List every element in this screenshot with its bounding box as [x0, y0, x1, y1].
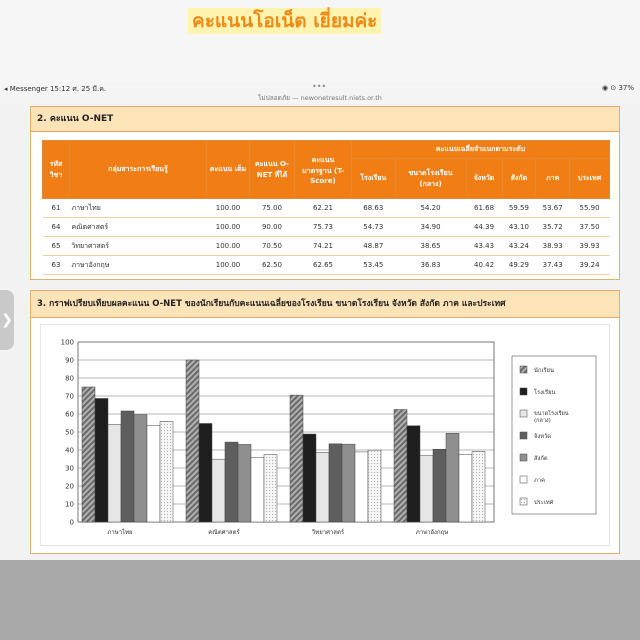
- cell-code: 65: [43, 237, 70, 256]
- cell-subject: คณิตศาสตร์: [70, 218, 207, 237]
- legend-swatch: [520, 476, 527, 483]
- cell-got: 62.50: [250, 256, 295, 275]
- browser-status-bar: [0, 82, 640, 105]
- cell-full: 100.00: [207, 218, 250, 237]
- legend-swatch: [520, 498, 527, 505]
- bar: [420, 456, 433, 522]
- bar: [303, 434, 316, 522]
- bar: [472, 451, 485, 522]
- cell-country: 39.24: [570, 256, 610, 275]
- col-code: รหัส วิชา: [43, 141, 70, 199]
- bar: [134, 415, 147, 522]
- bar: [199, 423, 212, 522]
- y-tick-label: 0: [69, 518, 74, 527]
- bar: [186, 360, 199, 522]
- cell-affil: 49.29: [502, 256, 536, 275]
- cell-province: 43.43: [466, 237, 502, 256]
- col-affil: สังกัด: [502, 159, 536, 199]
- bar: [160, 421, 173, 522]
- x-tick-label: คณิตศาสตร์: [208, 529, 240, 536]
- col-region: ภาค: [536, 159, 570, 199]
- cell-code: 63: [43, 256, 70, 275]
- col-province: จังหวัด: [466, 159, 502, 199]
- bar: [342, 444, 355, 522]
- cell-got: 90.00: [250, 218, 295, 237]
- bar: [316, 452, 329, 522]
- cell-affil: 43.24: [502, 237, 536, 256]
- cell-region: 37.43: [536, 256, 570, 275]
- cell-tscore: 74.21: [295, 237, 352, 256]
- y-tick-label: 100: [60, 338, 74, 347]
- chevron-right-icon[interactable]: ❯: [0, 290, 14, 350]
- cell-size: 36.83: [395, 256, 466, 275]
- y-tick-label: 80: [65, 374, 74, 383]
- col-full: คะแนน เต็ม: [207, 141, 250, 199]
- cell-size: 38.65: [395, 237, 466, 256]
- cell-province: 40.42: [466, 256, 502, 275]
- cell-got: 75.00: [250, 199, 295, 218]
- bar: [225, 442, 238, 522]
- legend-label: ขนาดโรงเรียน: [534, 411, 569, 417]
- cell-subject: ภาษาไทย: [70, 199, 207, 218]
- bar: [290, 395, 303, 522]
- cell-school: 53.45: [352, 256, 396, 275]
- comparison-bar-chart: [40, 324, 610, 546]
- bar: [407, 426, 420, 522]
- bar: [95, 398, 108, 522]
- legend-label: สังกัด: [534, 456, 548, 462]
- cell-tscore: 75.73: [295, 218, 352, 237]
- table-row: [43, 256, 610, 275]
- col-size: ขนาดโรงเรียน (กลาง): [395, 159, 466, 199]
- bottom-area: [0, 560, 640, 640]
- y-tick-label: 30: [65, 464, 74, 473]
- cell-subject: ภาษาอังกฤษ: [70, 256, 207, 275]
- status-left[interactable]: ◂ Messenger 15:12 ศ. 25 มี.ค.: [4, 85, 107, 93]
- cell-code: 64: [43, 218, 70, 237]
- cell-country: 39.93: [570, 237, 610, 256]
- y-tick-label: 50: [65, 428, 74, 437]
- cell-tscore: 62.21: [295, 199, 352, 218]
- cell-size: 54.20: [395, 199, 466, 218]
- cell-country: 55.90: [570, 199, 610, 218]
- col-school: โรงเรียน: [352, 159, 396, 199]
- cell-code: 61: [43, 199, 70, 218]
- bar: [251, 458, 264, 522]
- y-tick-label: 20: [65, 482, 74, 491]
- legend-label: ประเทศ: [534, 500, 554, 506]
- legend-swatch: [520, 410, 527, 417]
- table-row: [43, 218, 610, 237]
- cell-got: 70.50: [250, 237, 295, 256]
- cell-region: 35.72: [536, 218, 570, 237]
- cell-region: 53.67: [536, 199, 570, 218]
- bar: [264, 455, 277, 523]
- bar: [108, 424, 121, 522]
- y-tick-label: 90: [65, 356, 74, 365]
- cell-school: 48.87: [352, 237, 396, 256]
- status-right: ◉ ⊙ 37%: [602, 84, 634, 92]
- legend-swatch: [520, 366, 527, 373]
- chart-legend: [512, 356, 596, 514]
- x-tick-label: ภาษาไทย: [107, 529, 133, 536]
- cell-province: 61.68: [466, 199, 502, 218]
- legend-label: นักเรียน: [534, 368, 554, 374]
- bar: [355, 452, 368, 522]
- col-tscore: คะแนน มาตรฐาน (T-Score): [295, 141, 352, 199]
- cell-country: 37.50: [570, 218, 610, 237]
- bar: [394, 410, 407, 523]
- table-row: [43, 199, 610, 218]
- y-tick-label: 40: [65, 446, 74, 455]
- cell-full: 100.00: [207, 199, 250, 218]
- bar: [82, 387, 95, 522]
- legend-swatch: [520, 454, 527, 461]
- cell-affil: 59.59: [502, 199, 536, 218]
- cell-school: 68.63: [352, 199, 396, 218]
- legend-label: จังหวัด: [534, 434, 552, 440]
- bar: [368, 450, 381, 522]
- legend-label: (กลาง): [534, 418, 551, 424]
- legend-label: ภาค: [534, 478, 545, 484]
- y-tick-label: 70: [65, 392, 74, 401]
- cell-size: 34.90: [395, 218, 466, 237]
- cell-province: 44.39: [466, 218, 502, 237]
- section-score-title: 2. คะแนน O-NET: [31, 107, 619, 132]
- cell-subject: วิทยาศาสตร์: [70, 237, 207, 256]
- col-country: ประเทศ: [570, 159, 610, 199]
- cell-full: 100.00: [207, 256, 250, 275]
- legend-label: โรงเรียน: [534, 390, 556, 396]
- cell-school: 54.73: [352, 218, 396, 237]
- cell-full: 100.00: [207, 237, 250, 256]
- col-avg-group: คะแนนเฉลี่ยจำแนกตามระดับ: [352, 141, 610, 159]
- x-tick-label: วิทยาศาสตร์: [311, 529, 345, 536]
- x-tick-label: ภาษาอังกฤษ: [415, 529, 449, 536]
- legend-swatch: [520, 432, 527, 439]
- banner-caption: คะแนนโอเน็ต เยี่ยมค่ะ: [188, 8, 381, 34]
- bar: [212, 459, 225, 522]
- cell-affil: 43.10: [502, 218, 536, 237]
- address-bar[interactable]: ไม่ปลอดภัย — newonetresult.niets.or.th: [258, 94, 382, 102]
- y-tick-label: 60: [65, 410, 74, 419]
- cell-region: 38.93: [536, 237, 570, 256]
- bar: [329, 444, 342, 522]
- cell-tscore: 62.65: [295, 256, 352, 275]
- section-chart-title: 3. กราฟเปรียบเทียบผลคะแนน O-NET ของนักเรียนกับคะแนนเฉลี่ยของโรงเรียน ขนาดโรงเรียน จังหวัด สังกัด ภาค และประเทศ: [31, 291, 619, 318]
- col-subject: กลุ่มสาระการเรียนรู้: [70, 141, 207, 199]
- legend-swatch: [520, 388, 527, 395]
- bar: [433, 449, 446, 522]
- col-got: คะแนน O-NET ที่ได้: [250, 141, 295, 199]
- more-dots-icon[interactable]: •••: [312, 82, 327, 91]
- bar: [121, 411, 134, 522]
- y-tick-label: 10: [65, 500, 74, 509]
- score-table: [42, 140, 610, 275]
- bar: [147, 425, 160, 522]
- table-row: [43, 237, 610, 256]
- bar: [459, 455, 472, 522]
- bar: [238, 444, 251, 522]
- bar: [446, 433, 459, 522]
